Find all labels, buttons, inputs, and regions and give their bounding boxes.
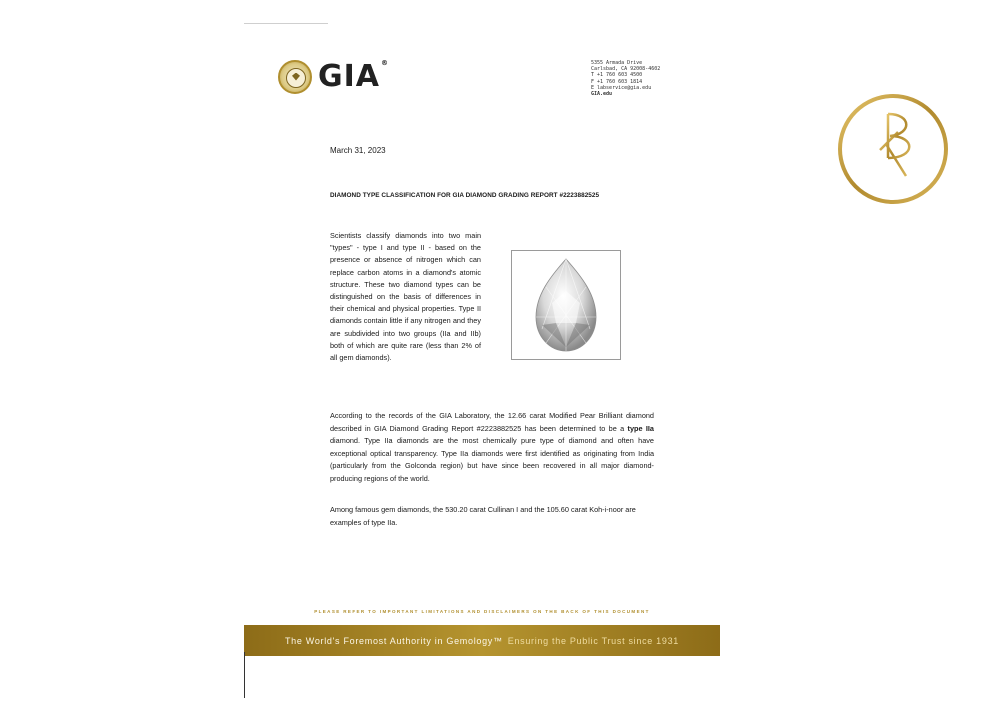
- certificate-document: [244, 0, 720, 715]
- type-emphasis: type IIa: [627, 423, 654, 433]
- gia-seal-icon: [278, 60, 312, 94]
- paragraph-classification: According to the records of the GIA Laboratory, the 12.66 carat Modified Pear Brilliant diamond described in GIA Diamond Grading Report #2223882525 has been determined to be a type IIa diamond. Type IIa diamonds are the most chemically pure type of diamond and often have exceptional optical transparency. Type IIa diamonds were first identified as originating from India (particularly from the Golconda region) but have since been recovered in all major diamond-producing regions of the world.: [330, 411, 654, 483]
- address-line: Carlsbad, CA 92008-4602: [591, 66, 661, 73]
- gia-footer-band: [244, 625, 720, 656]
- phone-line: T +1 760 603 4500: [591, 72, 643, 79]
- kb-brand-logo-icon: [836, 92, 950, 206]
- disclaimer-notice: PLEASE REFER TO IMPORTANT LIMITATIONS AND DISCLAIMERS ON THE BACK OF THIS DOCUMENT: [314, 609, 650, 614]
- gia-wordmark: GIA®: [318, 59, 390, 94]
- website-line: GIA.edu: [591, 91, 613, 98]
- pear-diamond-icon: [512, 251, 620, 359]
- diamond-photo: [511, 250, 621, 360]
- paragraph-diamond-types: Scientists classify diamonds into two main "types" - type I and type II - based on the presence or absence of nitrogen which can replace carbon atoms in a diamond's atomic structure. These two diamond types can be distinguished on the basis of differences in their chemical and physical properties. Type II diamonds contain little if any nitrogen and they are subdivided into two groups (IIa and IIb) both of which are quite rare (less than 2% of all gem diamonds).: [330, 231, 481, 363]
- band-tagline: The World's Foremost Authority in Gemology™: [284, 635, 503, 646]
- top-rule: [244, 23, 328, 24]
- band-subline: Ensuring the Public Trust since 1931: [507, 635, 680, 646]
- gia-logo: [278, 59, 389, 94]
- fax-line: F +1 760 603 1814: [591, 78, 643, 85]
- address-line: 5355 Armada Drive: [591, 60, 643, 66]
- email-line: E labservice@gia.edu: [591, 84, 652, 91]
- left-edge-rule: [244, 652, 245, 698]
- paragraph-famous-diamonds: Among famous gem diamonds, the 530.20 carat Cullinan I and the 105.60 carat Koh-i-noor are examples of type IIa.: [330, 505, 636, 527]
- gia-address-block: [591, 60, 660, 97]
- document-date: March 31, 2023: [330, 146, 386, 155]
- document-heading: DIAMOND TYPE CLASSIFICATION FOR GIA DIAMOND GRADING REPORT #2223882525: [330, 192, 600, 199]
